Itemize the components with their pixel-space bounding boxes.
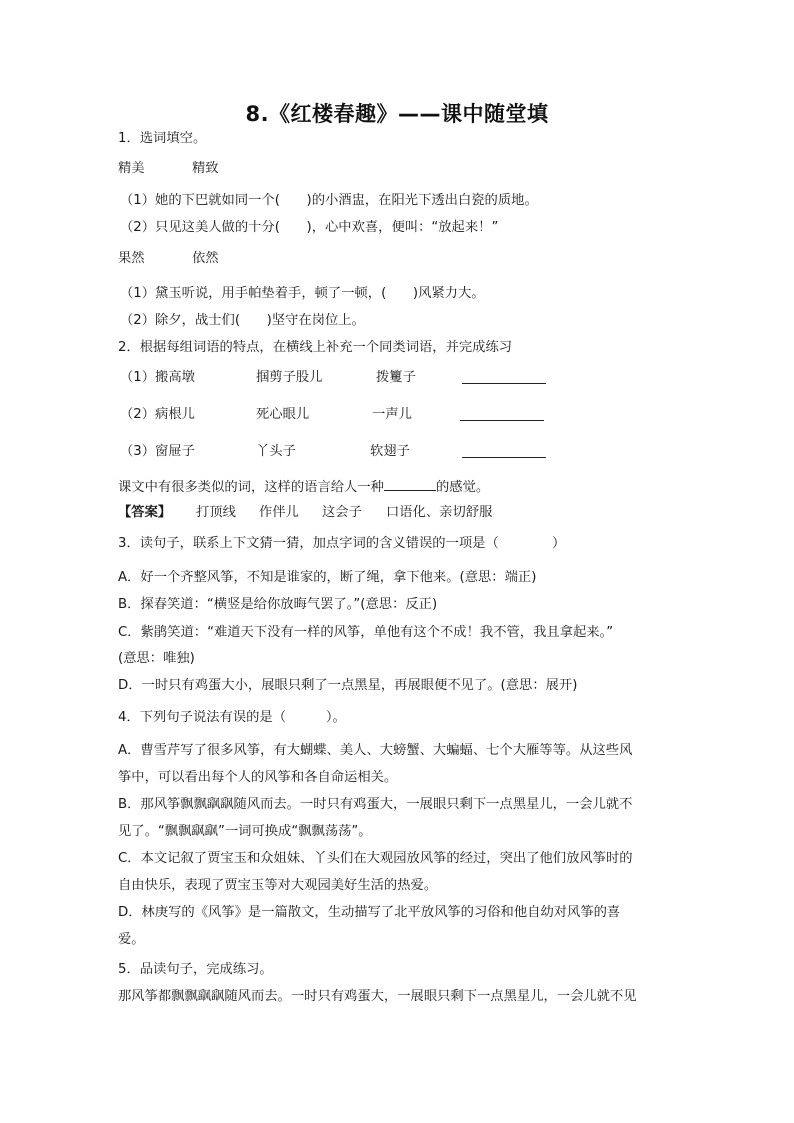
q2-row3-word1: （3）窗屉子 [120, 444, 195, 459]
q1-word-option-3: 果然 [118, 251, 145, 266]
q2-row3-answer-line[interactable] [462, 445, 546, 458]
q5-heading: 5．品读句子，完成练习。 [118, 962, 273, 977]
q2-summary-blank[interactable] [384, 478, 436, 491]
q3-option-c-line1: C．紫鹃笑道：“难道天下没有一样的风筝，单他有这个不成！我不管，我且拿起来。” [118, 625, 614, 640]
q1-heading: 1．选词填空。 [118, 131, 207, 146]
q4-option-b-line2: 见了。“飘飘飖飖”一词可换成“飘飘荡荡”。 [118, 824, 372, 839]
q1-sentence-4: （2）除夕，战士们( )坚守在岗位上。 [120, 313, 365, 328]
q2-summary-sentence [118, 478, 489, 497]
q2-row1-answer-line[interactable] [462, 371, 546, 384]
q3-option-d: D．一时只有鸡蛋大小，展眼只剩了一点黑星，再展眼便不见了。(意思：展开) [118, 678, 578, 693]
q2-row2-word2: 死心眼儿 [256, 407, 310, 422]
q5-passage-line1: 那风筝都飘飘飖飖随风而去。一时只有鸡蛋大，一展眼只剩下一点黑星儿，一会儿就不见 [118, 989, 637, 1004]
q1-sentence-3: （1）黛玉听说，用手帕垫着手，顿了一顿，( )风紧力大。 [120, 286, 485, 301]
q4-option-c-line1: C．本文记叙了贾宝玉和众姐妹、丫头们在大观园放风筝的经过，突出了他们放风筝时的 [118, 851, 633, 866]
q2-row3-word2: 丫头子 [256, 444, 296, 459]
q4-option-d-line2: 爱。 [118, 932, 145, 947]
q1-word-option-1: 精美 [118, 161, 145, 176]
q1-word-option-4: 依然 [192, 251, 219, 266]
q4-option-a-line2: 筝中，可以看出每个人的风筝和各自命运相关。 [118, 770, 398, 785]
q3-option-c-line2: (意思：唯独) [118, 651, 195, 666]
q1-sentence-2: （2）只见这美人做的十分( )，心中欢喜，便叫：“放起来！” [120, 220, 499, 235]
answer-4: 口语化、亲切舒服 [386, 505, 493, 520]
q4-option-c-line2: 自由快乐，表现了贾宝玉等对大观园美好生活的热爱。 [118, 878, 438, 893]
q4-option-a-line1: A．曹雪芹写了很多风筝，有大蝴蝶、美人、大螃蟹、大蝙蝠、七个大雁等等。从这些风 [118, 743, 633, 758]
answer-3: 这会子 [322, 505, 362, 520]
q3-option-b: B．探春笑道：“横竖是给你放晦气罢了。”(意思：反正) [118, 597, 438, 612]
q1-sentence-1: （1）她的下巴就如同一个( )的小酒盅，在阳光下透出白瓷的质地。 [120, 193, 538, 208]
q2-row1-word3: 拨籰子 [376, 370, 416, 385]
q2-summary-pre: 课文中有很多类似的词，这样的语言给人一种 [118, 480, 384, 495]
q3-heading: 3．读句子，联系上下文猜一猜，加点字词的含义错误的一项是（ ） [118, 536, 566, 551]
q3-option-a: A．好一个齐整风筝，不知是谁家的，断了绳，拿下他来。(意思：端正) [118, 570, 537, 585]
q2-heading: 2．根据每组词语的特点，在横线上补充一个同类词语，并完成练习 [118, 340, 513, 355]
answer-2: 作伴儿 [259, 505, 299, 520]
page-title: 8.《红楼春趣》——课中随堂填 [245, 102, 549, 126]
q2-summary-post: 的感觉。 [435, 480, 490, 495]
q1-word-option-2: 精致 [192, 161, 219, 176]
q2-row2-answer-line[interactable] [460, 408, 544, 421]
q4-option-b-line1: B．那风筝飘飘飖飖随风而去。一时只有鸡蛋大，一展眼只剩下一点黑星儿，一会儿就不 [118, 797, 633, 812]
q2-row3-word3: 软翅子 [370, 444, 410, 459]
q2-row2-word1: （2）病根儿 [120, 407, 195, 422]
q2-row2-word3: 一声儿 [372, 407, 412, 422]
q4-option-d-line1: D．林庚写的《风筝》是一篇散文，生动描写了北平放风筝的习俗和他自幼对风筝的喜 [118, 905, 621, 920]
q2-row1-word1: （1）搬高墩 [120, 370, 195, 385]
answer-1: 打顶线 [196, 505, 236, 520]
q4-heading: 4．下列句子说法有误的是（ ）。 [118, 710, 346, 725]
answer-label: 【答案】 [118, 505, 172, 520]
q2-row1-word2: 掴剪子股儿 [256, 370, 323, 385]
